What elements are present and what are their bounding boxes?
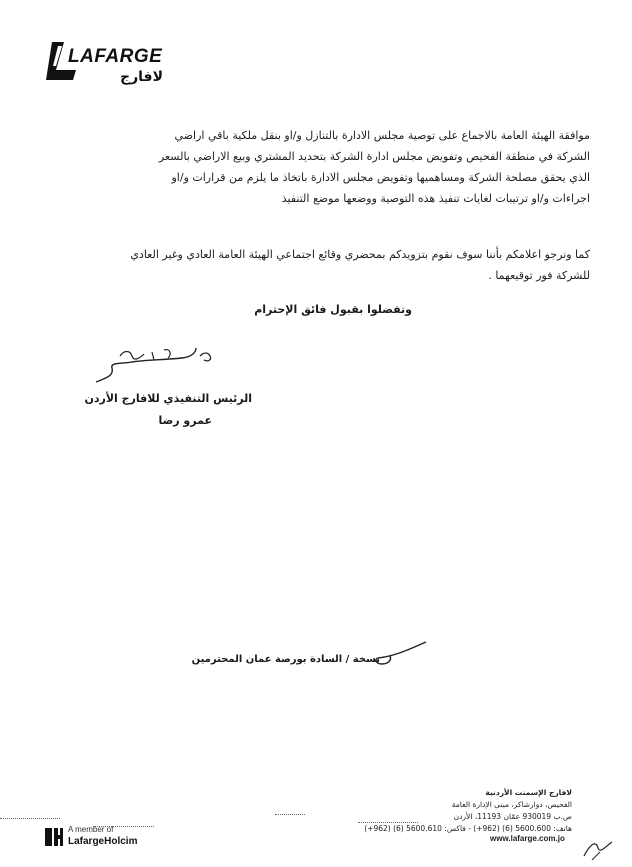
footer-divider: [0, 818, 60, 821]
footer-divider: [275, 814, 305, 817]
group-brand-name: LafargeHolcim: [68, 836, 138, 847]
lafargeholcim-mark-icon: [44, 827, 64, 847]
lafarge-logo: [42, 38, 162, 98]
resolution-paragraph: [38, 125, 590, 209]
closing-salutation: وتفضلوا بقبول فائق الإحترام: [254, 303, 412, 316]
paragraph-line: للشركة فور توقيعهما .: [488, 269, 590, 282]
footer-address-line: ص.ب 930019 عمّان 11193، الأردن: [453, 812, 572, 821]
logo-text-en: LAFARGE: [68, 46, 163, 67]
footer-phone-fax: هاتف: 5600.600 (6) (962+) - فاكس: 5600.610 (6) (962+): [364, 824, 572, 833]
copy-mark-scribble: [372, 638, 430, 668]
footer-divider: [358, 822, 418, 825]
paragraph-line: كما ونرجو اعلامكم بأننا سوف نقوم بتزويدكم بمحضري وقائع اجتماعي الهيئة العامة العادي وغير العادي: [130, 248, 590, 261]
signatory-title: الرئيس التنفيذي للافارج الأردن: [84, 392, 252, 405]
footer-divider: [94, 826, 154, 829]
paragraph-line: موافقة الهيئة العامة بالاجماع على توصية مجلس الادارة بالتنازل و/او بنقل ملكية باقي اراضي: [174, 129, 590, 142]
copy-recipient: نسخة / السادة بورصة عمان المحترمين: [191, 654, 380, 665]
paragraph-line: الشركة في منطقة الفحيص وتفويض مجلس ادارة الشركة بتحديد المشتري وبيع الاراضي بالسعر: [158, 150, 590, 163]
footer-website: www.lafarge.com.jo: [490, 834, 565, 843]
signatory-name: عمرو رضا: [158, 414, 212, 427]
paragraph-line: اجراءات و/او ترتيبات لغايات تنفيذ هذه التوصية ووضعها موضع التنفيذ: [281, 192, 590, 205]
handwritten-signature: [92, 338, 222, 386]
footer-company-name: لافارج الإسمنت الأردنية: [485, 788, 572, 797]
notice-paragraph: [38, 244, 590, 286]
member-of-label: A member of: [68, 825, 114, 834]
footer-address-line: الفحيص، دوارشاكر، مبنى الإدارة العامة: [451, 800, 572, 809]
initials-scribble: [578, 836, 618, 862]
paragraph-line: الذي يحقق مصلحة الشركة ومساهميها وتفويض مجلس الادارة باتخاذ ما يلزم من قرارات و/او: [171, 171, 590, 184]
logo-text-ar: لافارج: [120, 69, 163, 85]
lafargeholcim-logo: [44, 825, 164, 855]
